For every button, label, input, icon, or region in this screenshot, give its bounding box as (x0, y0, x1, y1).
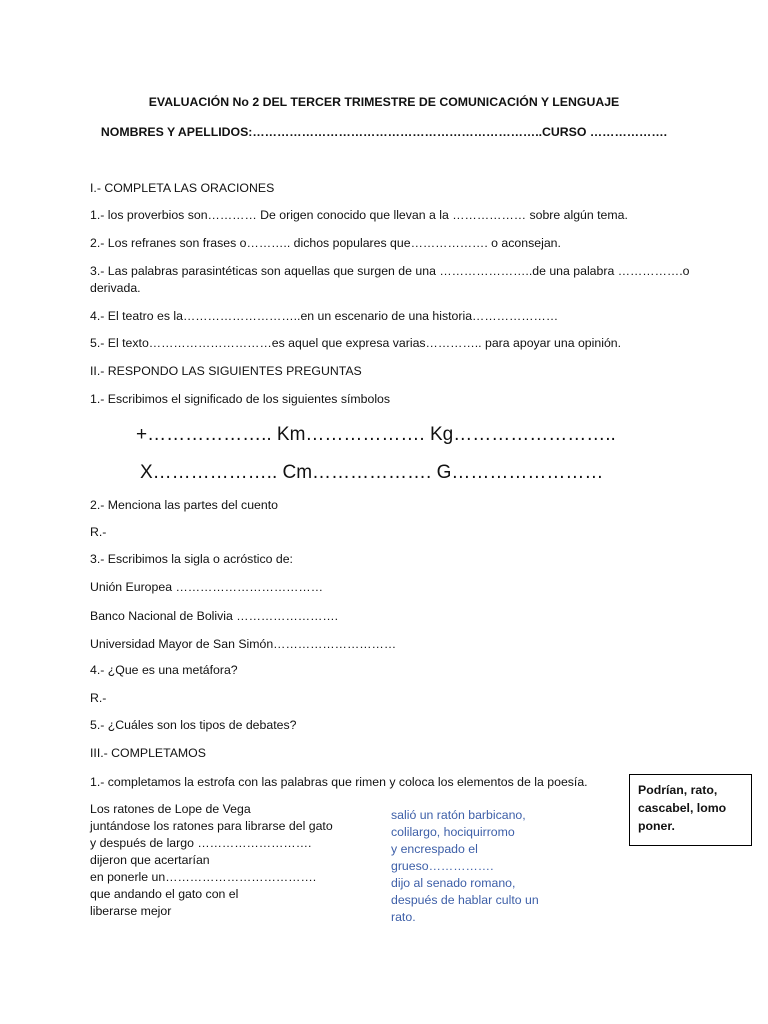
question-1-3-line1: 3.- Las palabras parasintéticas son aquellas que surgen de una …………………..de una palabra …………….o (90, 264, 690, 278)
symbols-row-2: X……………….. Cm………………. G…………………… (140, 462, 604, 483)
question-2-4: 4.- ¿Que es una metáfora? (90, 663, 238, 677)
word-box (629, 774, 752, 846)
poem-line: Los ratones de Lope de Vega (90, 802, 251, 816)
section-2-heading: II.- RESPONDO LAS SIGUIENTES PREGUNTAS (90, 364, 362, 378)
poem-line: colilargo, hociquirromo (391, 825, 515, 839)
section-1-heading: I.- COMPLETA LAS ORACIONES (90, 181, 275, 195)
word-box-line: cascabel, lomo (638, 801, 727, 815)
poem-line: en ponerle un………………………………. (90, 870, 317, 884)
poem-line: que andando el gato con el (90, 887, 239, 901)
acronym-item-2: Banco Nacional de Bolivia ……………………. (90, 609, 339, 623)
question-2-3: 3.- Escribimos la sigla o acróstico de: (90, 552, 293, 566)
symbols-row-1: +……………….. Km………………. Kg…………………….. (136, 424, 616, 445)
poem-line: dijeron que acertarían (90, 853, 210, 867)
poem-line: y encrespado el (391, 842, 478, 856)
question-2-1: 1.- Escribimos el significado de los siguientes símbolos (90, 392, 391, 406)
poem-line: rato. (391, 910, 416, 924)
acronym-item-3: Universidad Mayor de San Simón………………………… (90, 637, 397, 651)
poem-line: salió un ratón barbicano, (391, 808, 526, 822)
section-3-heading: III.- COMPLETAMOS (90, 746, 206, 760)
poem-line: y después de largo ………………………. (90, 836, 312, 850)
poem-line: juntándose los ratones para librarse del gato (90, 819, 333, 833)
poem-left (90, 801, 333, 920)
question-1-3-line2: derivada. (90, 281, 141, 295)
word-box-line: Podrían, rato, (638, 783, 718, 797)
poem-line: dijo al senado romano, (391, 876, 516, 890)
poem-line: después de hablar culto un (391, 893, 539, 907)
poem-line: grueso……………. (391, 859, 494, 873)
answer-2-4: R.- (90, 691, 107, 705)
question-1-1: 1.- los proverbios son………… De origen conocido que llevan a la ……………… sobre algún tema. (90, 208, 628, 222)
question-2-5: 5.- ¿Cuáles son los tipos de debates? (90, 718, 297, 732)
poem-right (391, 807, 539, 926)
question-1-2: 2.- Los refranes son frases o……….. dichos populares que………………. o aconsejan. (90, 236, 561, 250)
question-2-2: 2.- Menciona las partes del cuento (90, 498, 278, 512)
question-3-1: 1.- completamos la estrofa con las palabras que rimen y coloca los elementos de la poesía. (90, 775, 588, 789)
question-1-4: 4.- El teatro es la………………………..en un escenario de una historia………………… (90, 309, 559, 323)
poem-line: liberarse mejor (90, 904, 172, 918)
exam-title: EVALUACIÓN No 2 DEL TERCER TRIMESTRE DE COMUNICACIÓN Y LENGUAJE (148, 95, 620, 109)
question-1-5: 5.- El texto…………………………es aquel que expresa varias………….. para apoyar una opinión. (90, 336, 622, 350)
names-line: NOMBRES Y APELLIDOS:……………………………………………………………..CURSO ………………. (100, 125, 668, 139)
acronym-item-1: Unión Europea ……………………………… (90, 580, 324, 594)
answer-2-2: R.- (90, 525, 107, 539)
word-box-line: poner. (638, 819, 675, 833)
